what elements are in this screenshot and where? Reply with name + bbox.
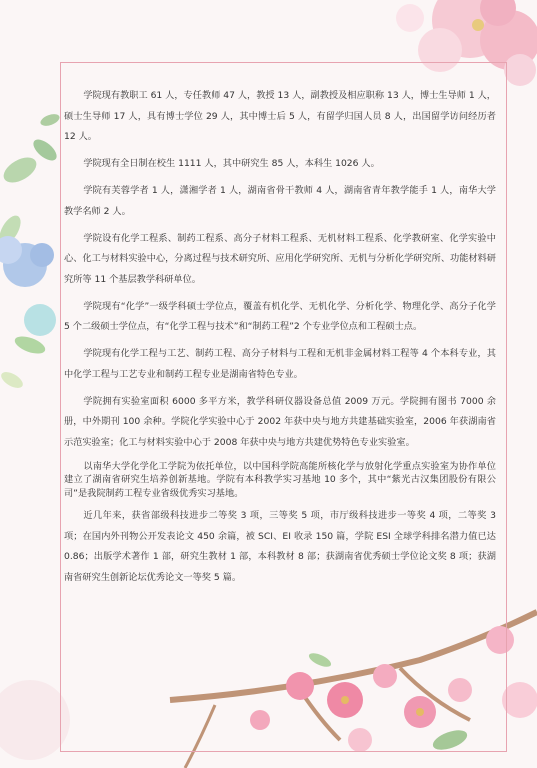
paragraph-honors: 学院有芙蓉学者 1 人，潇湘学者 1 人，湖南省骨干教师 4 人，湖南省青年教学能手 1 人，南华大学教学名师 2 人。 bbox=[64, 185, 496, 217]
paragraph-facilities: 学院拥有实验室面积 6000 多平方米，教学科研仪器设备总值 2009 万元。学院拥有图书 7000 余册，中外期刊 100 余种。学院化学实验中心于 2002 年获中央与地方共建基础实验室，2006 年获湖南省示范实验室；化工与材料实验中心于 2008 年获中央与地方共建优势特色专业实验室。 bbox=[64, 395, 496, 448]
paragraph-staff: 学院现有教职工 61 人，专任教师 47 人，教授 13 人，副教授及相应职称 13 人，博士生导师 1 人，硕士生导师 17 人，具有博士学位 29 人，其中博士后 5 人，有留学归国人员 8 人，出国留学访问经历者 12 人。 bbox=[64, 90, 496, 142]
paragraph-degree-programs: 学院现有“化学”一级学科硕士学位点，覆盖有机化学、无机化学、分析化学、物理化学、高分子化学 5 个二级硕士学位点，有“化学工程与技术”和“制药工程”2 个专业学位点和工程硕士点。 bbox=[64, 300, 496, 332]
paragraph-students: 学院现有全日制在校生 1111 人，其中研究生 85 人，本科生 1026 人。 bbox=[83, 158, 380, 169]
paragraph-departments: 学院设有化学工程系、制药工程系、高分子材料工程系、无机材料工程系、化学教研室、化学实验中心、化工与材料实验中心，分离过程与技术研究所、应用化学研究所、无机与分析化学研究所、功能材料研究所等 11 个基层教学科研单位。 bbox=[64, 232, 496, 285]
paragraph-achievements: 近几年来，获省部级科技进步二等奖 3 项，三等奖 5 项，市厅级科技进步一等奖 4 项，二等奖 3 项；在国内外刊物公开发表论文 450 余篇，被 SCI、EI 收录 150 篇，学院 ESI 全球学科排名潜力值已达 0.86；出版学术著作 1 部，研究生教材 1 部，本科教材 8 部；获湖南省优秀硕士学位论文奖 8 项；获湖南省研究生创新论坛优秀论文一等奖 5 篇。 bbox=[64, 510, 496, 583]
paragraph-innovation-base: 以南华大学化学化工学院为依托单位，以中国科学院高能所核化学与放射化学重点实验室为协作单位建立了湖南省研究生培养创新基地。学院有本科教学实习基地 10 多个，其中“紫光古汉集团股份有限公司”是我院制药工程专业省级优秀实习基地。 bbox=[64, 460, 496, 499]
document-body bbox=[64, 86, 496, 595]
paragraph-majors: 学院现有化学工程与工艺、制药工程、高分子材料与工程和无机非金属材料工程等 4 个本科专业，其中化学工程与工艺专业和制药工程专业是湖南省特色专业。 bbox=[64, 348, 496, 380]
